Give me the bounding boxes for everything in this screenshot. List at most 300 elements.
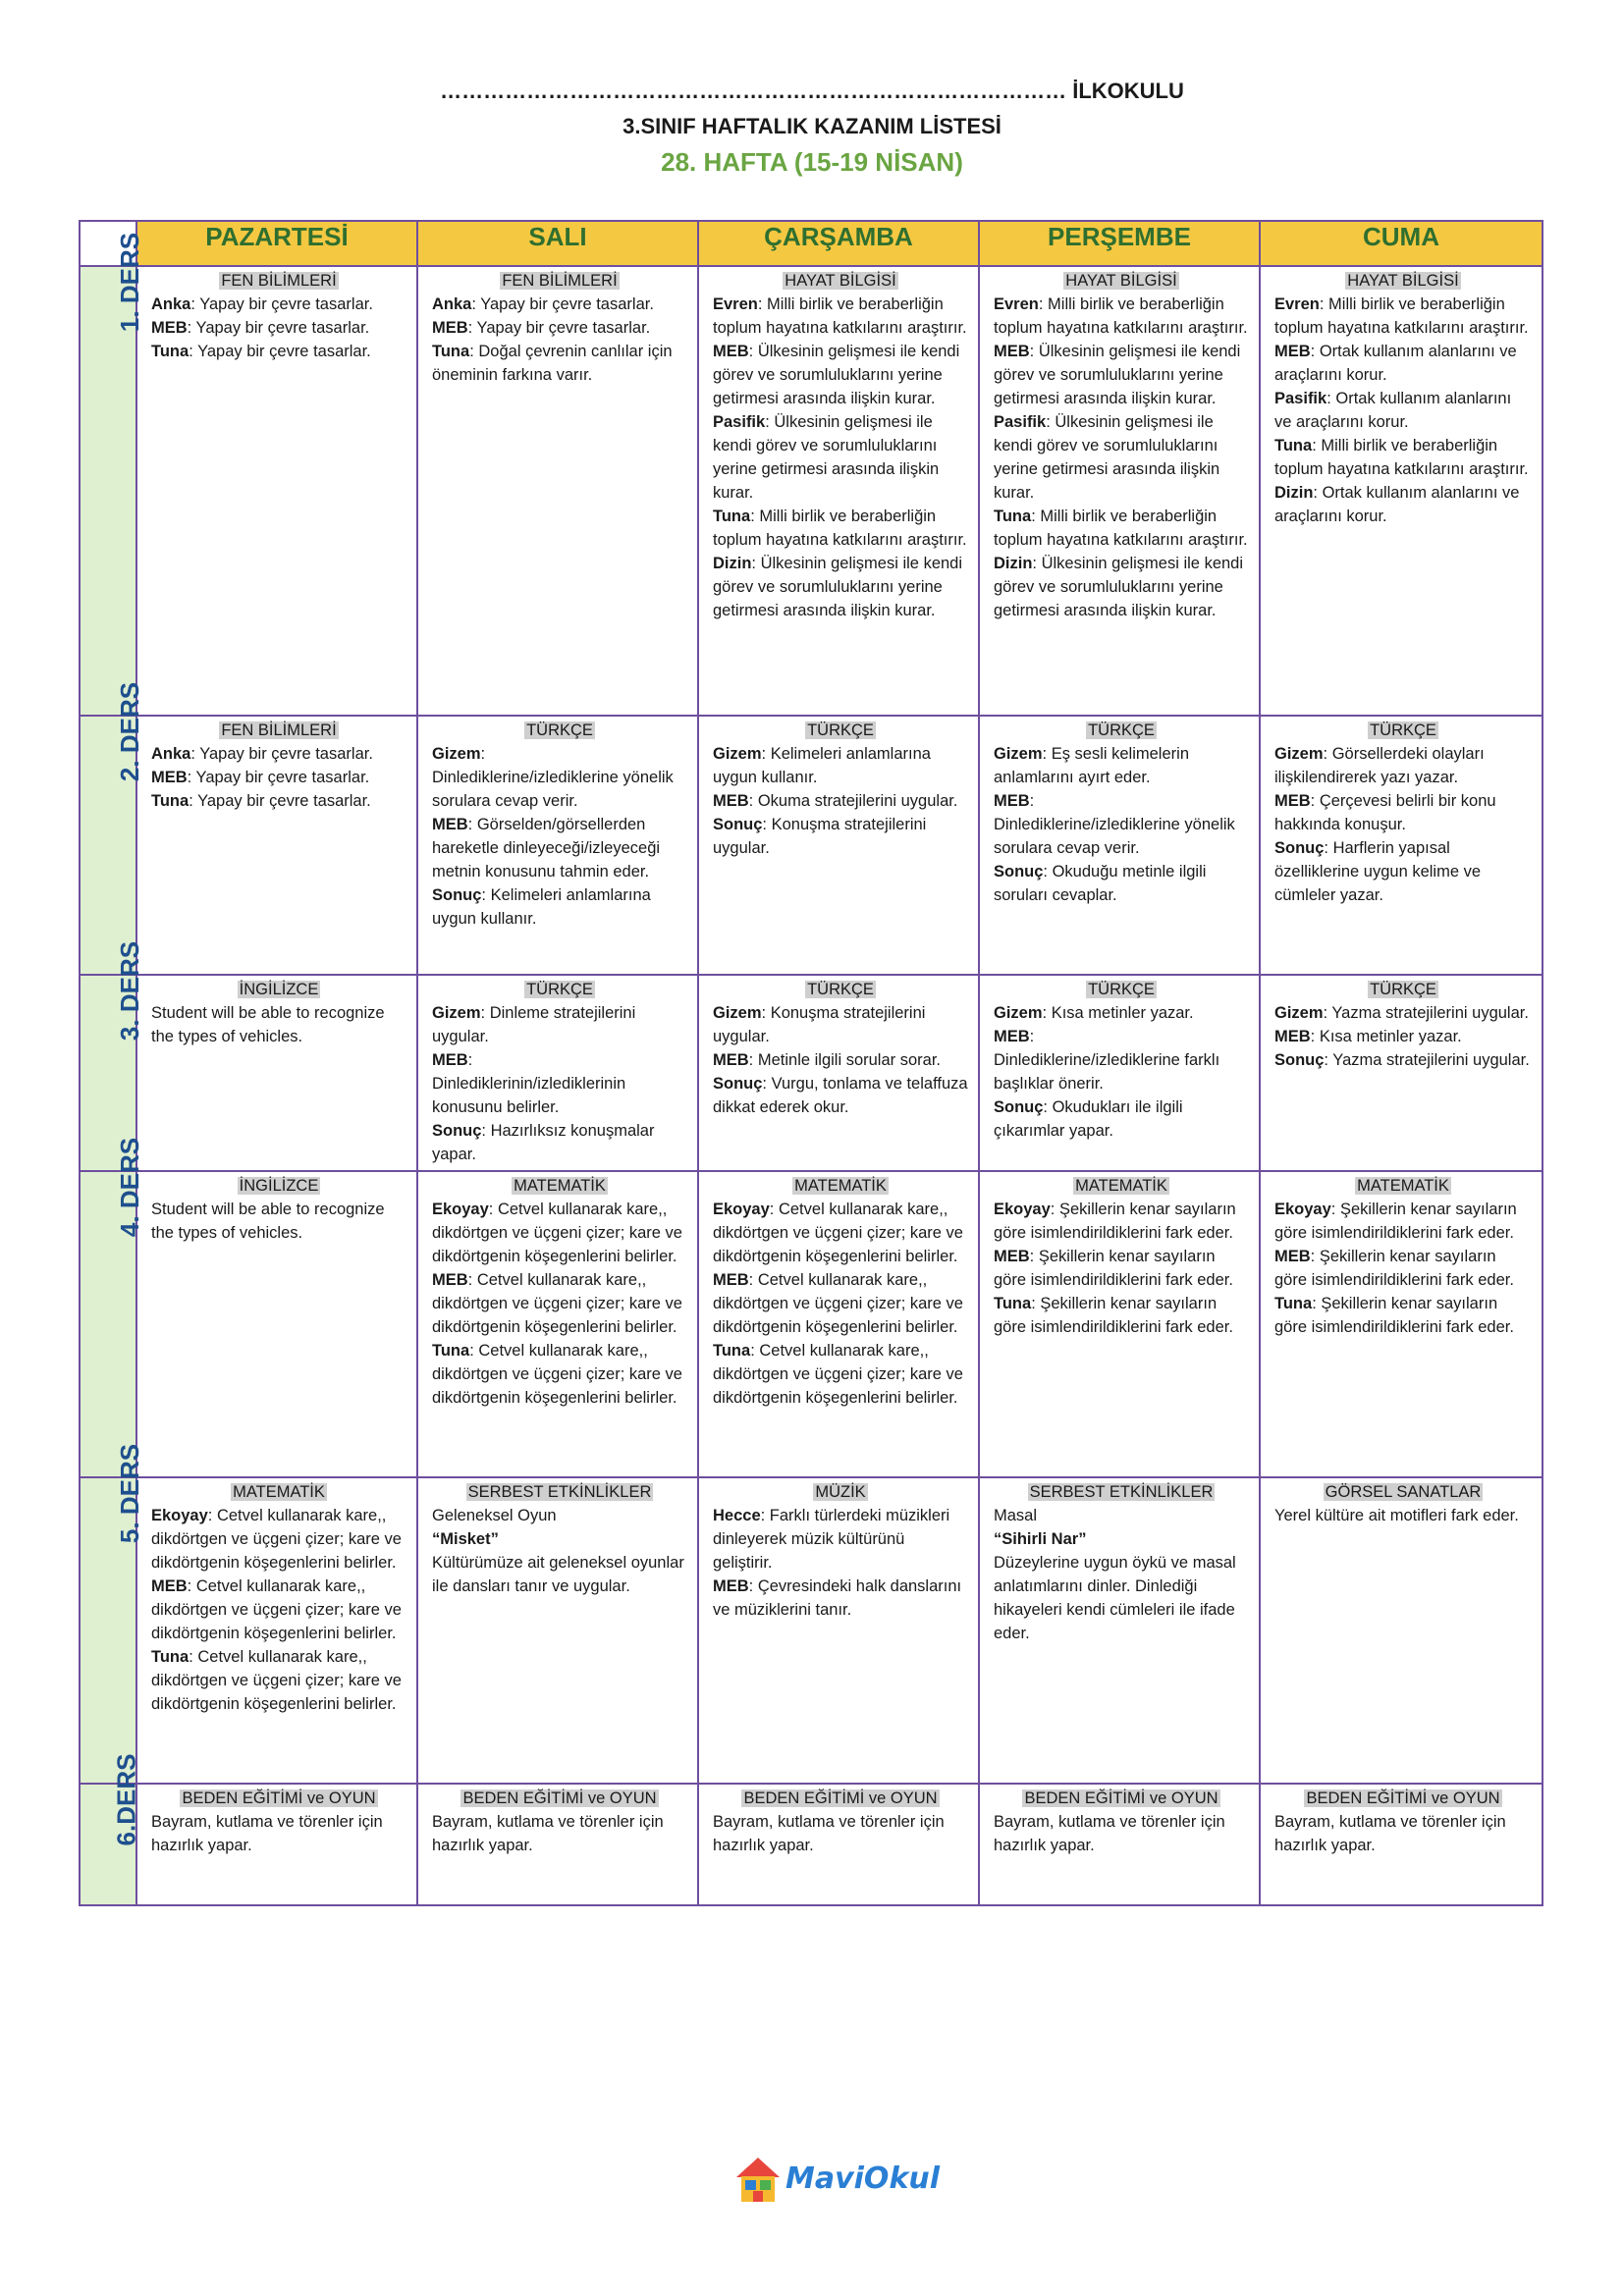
objective-text: : Cetvel kullanarak kare,, dikdörtgen ve üçgeni çizer; kare ve dikdörtgenin köşegenlerini belirler.: [151, 1577, 402, 1642]
objective-text: : Kısa metinler yazar.: [1310, 1028, 1462, 1045]
subject-heading: [1274, 1480, 1532, 1504]
source-label: MEB: [994, 343, 1030, 360]
cell-friday: [1260, 266, 1543, 716]
objective-text: : Ülkesinin gelişmesi ile kendi görev ve sorumluluklarını yerine getirmesi arasında ilişkin kurar.: [994, 555, 1244, 619]
cell-thursday: [979, 1171, 1260, 1477]
objective-text: : Cetvel kullanarak kare,, dikdörtgen ve üçgeni çizer; kare ve dikdörtgenin köşegenlerini belirler.: [713, 1271, 963, 1336]
source-label: Ekoyay: [713, 1201, 770, 1218]
cell-wednesday: [698, 1171, 979, 1477]
cell-content: [699, 1478, 978, 1626]
objective-text: Bayram, kutlama ve törenler için hazırlık yapar.: [432, 1813, 664, 1854]
objective-text: : Eş sesli kelimelerin anlamlarını ayırt eder.: [994, 745, 1189, 786]
objective-line: [994, 1527, 1249, 1551]
cell-wednesday: [698, 975, 979, 1171]
subject-label: TÜRKÇE: [526, 721, 593, 739]
subject-heading: [994, 1787, 1249, 1810]
objective-line: [994, 789, 1249, 860]
subject-label: TÜRKÇE: [526, 981, 593, 998]
objective-line: [151, 1198, 406, 1245]
page-title: 3.SINIF HAFTALIK KAZANIM LİSTESİ: [623, 114, 1001, 138]
cell-thursday: [979, 266, 1260, 716]
objective-line: [713, 1575, 968, 1622]
objective-text: : Şekillerin kenar sayıların göre isimlendirildiklerini fark eder.: [994, 1201, 1236, 1242]
objective-text: : Cetvel kullanarak kare,, dikdörtgen ve üçgeni çizer; kare ve dikdörtgenin köşegenlerini belirler.: [432, 1271, 682, 1336]
objective-text: : Dinleme stratejilerini uygular.: [432, 1004, 636, 1045]
cell-content: [1261, 1478, 1542, 1531]
objective-text: : Cetvel kullanarak kare,, dikdörtgen ve üçgeni çizer; kare ve dikdörtgenin köşegenlerini belirler.: [713, 1201, 963, 1265]
objective-text: Düzeylerine uygun öykü ve masal anlatımlarını dinler. Dinlediği hikayeleri kendi cümleleri ile ifade eder.: [994, 1554, 1236, 1642]
objective-text: Bayram, kutlama ve törenler için hazırlık yapar.: [1274, 1813, 1506, 1854]
source-label: Dizin: [713, 555, 752, 572]
objective-text: : Görsellerdeki olayları ilişkilendirerek yazı yazar.: [1274, 745, 1485, 786]
subject-label: MÜZİK: [815, 1483, 866, 1501]
subject-label: İNGİLİZCE: [239, 981, 319, 998]
subject-heading: [432, 719, 687, 742]
objective-line: [1274, 836, 1532, 907]
objective-line: [151, 1001, 406, 1048]
subject-label: TÜRKÇE: [1370, 721, 1436, 739]
objective-line: [432, 1119, 687, 1166]
objective-line: [1274, 434, 1532, 481]
source-label: Gizem: [713, 745, 762, 763]
cell-monday: [136, 1477, 417, 1784]
objective-line: [432, 1198, 687, 1268]
objective-line: [432, 813, 687, 883]
objective-text: : Ülkesinin gelişmesi ile kendi görev ve sorumluluklarını yerine getirmesi arasında ilişkin kurar.: [713, 555, 963, 619]
objective-text: : Vurgu, tonlama ve telaffuza dikkat ederek okur.: [713, 1075, 968, 1116]
subject-heading: [713, 719, 968, 742]
objective-line: [994, 1095, 1249, 1143]
source-label: Tuna: [994, 507, 1032, 525]
lesson-label: 4. DERS: [115, 1137, 145, 1238]
objective-line: [151, 340, 406, 363]
objective-text: : Yazma stratejilerini uygular.: [1323, 1004, 1529, 1022]
cell-content: [137, 267, 416, 367]
source-label: Hecce: [713, 1507, 761, 1524]
cell-content: [980, 1785, 1259, 1861]
lesson-row: [80, 266, 1543, 716]
objective-line: [151, 1504, 406, 1575]
subject-heading: [1274, 978, 1532, 1001]
cell-wednesday: [698, 1784, 979, 1905]
source-label: MEB: [713, 1271, 749, 1289]
objective-text: : Okudukları ile ilgili çıkarımlar yapar.: [994, 1098, 1183, 1140]
source-label: Gizem: [994, 1004, 1043, 1022]
subject-label: HAYAT BİLGİSİ: [1065, 272, 1177, 290]
source-label: MEB: [713, 1577, 749, 1595]
subject-heading: [713, 1787, 968, 1810]
subject-label: FEN BİLİMLERİ: [502, 272, 618, 290]
objective-text: : Kısa metinler yazar.: [1042, 1004, 1194, 1022]
cell-content: [980, 976, 1259, 1147]
objective-line: [994, 410, 1249, 505]
objective-line: [432, 293, 687, 316]
objective-text: : Yapay bir çevre tasarlar.: [190, 295, 373, 313]
objective-text: : Milli birlik ve beraberliğin toplum hayatına katkılarını araştırır.: [1274, 295, 1529, 337]
lesson-row: [80, 975, 1543, 1171]
cell-tuesday: [417, 716, 698, 975]
objective-line: [432, 1551, 687, 1598]
objective-text: : Konuşma stratejilerini uygular.: [713, 816, 927, 857]
lesson-label: 2. DERS: [115, 681, 145, 782]
source-label: MEB: [713, 343, 749, 360]
source-label: Sonuç: [994, 863, 1044, 881]
cell-content: [1261, 717, 1542, 911]
source-label: Dizin: [1274, 484, 1314, 502]
source-label: Sonuç: [432, 1122, 482, 1140]
objective-text: Student will be able to recognize the types of vehicles.: [151, 1201, 385, 1242]
objective-text: : Ülkesinin gelişmesi ile kendi görev ve sorumluluklarını yerine getirmesi arasında ilişkin kurar.: [713, 343, 960, 407]
objective-text: : Dinlediklerine/izlediklerine yönelik sorulara cevap verir.: [994, 792, 1235, 857]
subject-heading: [713, 978, 968, 1001]
objective-line: [994, 505, 1249, 552]
objective-line: [432, 316, 687, 340]
objective-text: Student will be able to recognize the types of vehicles.: [151, 1004, 385, 1045]
objective-text: : Şekillerin kenar sayıların göre isimlendirildiklerini fark eder.: [1274, 1248, 1514, 1289]
cell-monday: [136, 975, 417, 1171]
source-label: Anka: [151, 295, 191, 313]
lesson-row: [80, 716, 1543, 975]
objective-text: : Dinlediklerinin/izlediklerinin konusunu belirler.: [432, 1051, 626, 1116]
source-label: Evren: [994, 295, 1039, 313]
subject-heading: [151, 269, 406, 293]
cell-content: [1261, 976, 1542, 1076]
objective-line: [713, 813, 968, 860]
objective-line: [432, 742, 687, 813]
maviokul-logo: [734, 2156, 941, 2207]
source-label: Pasifik: [994, 413, 1047, 431]
source-label: Pasifik: [713, 413, 766, 431]
cell-friday: [1260, 1477, 1543, 1784]
objective-line: [1274, 1048, 1532, 1072]
source-label: MEB: [432, 1271, 468, 1289]
cell-friday: [1260, 975, 1543, 1171]
objective-line: [713, 1001, 968, 1048]
weekly-plan-table: [79, 220, 1543, 1906]
cell-tuesday: [417, 1784, 698, 1905]
lesson-label: 3. DERS: [115, 940, 145, 1041]
cell-friday: [1260, 716, 1543, 975]
source-label: Gizem: [1274, 745, 1324, 763]
objective-line: [713, 1048, 968, 1072]
cell-monday: [136, 1171, 417, 1477]
cell-content: [137, 1785, 416, 1861]
objective-line: [994, 1504, 1249, 1527]
objective-text: Bayram, kutlama ve törenler için hazırlık yapar.: [713, 1813, 945, 1854]
objective-line: [1274, 1001, 1532, 1025]
objective-text: : Yapay bir çevre tasarlar.: [471, 295, 654, 313]
objective-text: : Ülkesinin gelişmesi ile kendi görev ve sorumluluklarını yerine getirmesi arasında ilişkin kurar.: [994, 413, 1220, 502]
source-label: Tuna: [151, 343, 189, 360]
cell-content: [137, 1172, 416, 1249]
source-label: Sonuç: [994, 1098, 1044, 1116]
objective-line: [994, 340, 1249, 410]
subject-label: BEDEN EĞİTİMİ ve OYUN: [462, 1789, 657, 1807]
lesson-label: 5. DERS: [115, 1443, 145, 1544]
source-label: Anka: [151, 745, 191, 763]
subject-heading: [151, 1174, 406, 1198]
objective-text: : Kelimeleri anlamlarına uygun kullanır.: [432, 886, 651, 928]
source-label: Sonuç: [1274, 1051, 1325, 1069]
objective-line: [713, 552, 968, 622]
objective-line: [1274, 742, 1532, 789]
objective-text: Bayram, kutlama ve törenler için hazırlık yapar.: [151, 1813, 383, 1854]
subject-label: TÜRKÇE: [807, 721, 874, 739]
cell-thursday: [979, 975, 1260, 1171]
week-title: 28. HAFTA (15-19 NİSAN): [661, 147, 963, 177]
objective-line: [994, 1245, 1249, 1292]
subject-heading: [713, 1174, 968, 1198]
cell-content: [137, 976, 416, 1052]
objective-text: : Şekillerin kenar sayıların göre isimlendirildiklerini fark eder.: [994, 1295, 1233, 1336]
objective-line: [1274, 1198, 1532, 1245]
lesson-row: [80, 1784, 1543, 1905]
subject-label: SERBEST ETKİNLİKLER: [467, 1483, 652, 1501]
source-label: MEB: [994, 1028, 1030, 1045]
objective-line: [994, 1001, 1249, 1025]
source-label: MEB: [1274, 1248, 1311, 1265]
source-label: Ekoyay: [1274, 1201, 1331, 1218]
subject-label: MATEMATİK: [794, 1177, 887, 1195]
objective-line: [432, 1527, 687, 1551]
cell-tuesday: [417, 266, 698, 716]
lesson-label-cell: [80, 1443, 145, 1784]
subject-heading: [432, 1787, 687, 1810]
lesson-row: [80, 1477, 1543, 1784]
objective-line: [151, 789, 406, 813]
cell-content: [418, 717, 697, 934]
objective-text: : Cetvel kullanarak kare,, dikdörtgen ve üçgeni çizer; kare ve dikdörtgenin köşegenlerini belirler.: [151, 1507, 402, 1572]
lesson-label: 1. DERS: [115, 232, 145, 333]
objective-line: [994, 1292, 1249, 1339]
source-label: Ekoyay: [994, 1201, 1051, 1218]
school-name: …………………………………………………………………………… İLKOKULU: [440, 79, 1184, 103]
day-header-tuesday: SALI: [417, 221, 698, 266]
objective-line: [713, 1810, 968, 1857]
cell-thursday: [979, 1784, 1260, 1905]
objective-text: : Metinle ilgili sorular sorar.: [748, 1051, 941, 1069]
objective-line: [713, 410, 968, 505]
source-label: MEB: [713, 1051, 749, 1069]
subject-heading: [1274, 1174, 1532, 1198]
objective-line: [151, 1575, 406, 1645]
source-label: Tuna: [151, 792, 189, 810]
source-label: Anka: [432, 295, 472, 313]
subject-label: İNGİLİZCE: [239, 1177, 319, 1195]
objective-text: : Cetvel kullanarak kare,, dikdörtgen ve üçgeni çizer; kare ve dikdörtgenin köşegenlerini belirler.: [151, 1648, 402, 1713]
subject-label: MATEMATİK: [514, 1177, 606, 1195]
lesson-row: [80, 1171, 1543, 1477]
objective-text: : Çevresindeki halk danslarını ve müziklerini tanır.: [713, 1577, 962, 1619]
objective-line: [432, 1504, 687, 1527]
subject-heading: [1274, 1787, 1532, 1810]
objective-text: : Yapay bir çevre tasarlar.: [187, 319, 370, 337]
subject-heading: [994, 269, 1249, 293]
subject-heading: [432, 1480, 687, 1504]
source-label: Gizem: [713, 1004, 762, 1022]
objective-text: : Doğal çevrenin canlılar için öneminin farkına varır.: [432, 343, 673, 384]
objective-text: : Harflerin yapısal özelliklerine uygun kelime ve cümleler yazar.: [1274, 839, 1482, 904]
source-label: MEB: [1274, 343, 1311, 360]
day-header-monday: PAZARTESİ: [136, 221, 417, 266]
cell-content: [1261, 267, 1542, 532]
day-header-row: [80, 221, 1543, 266]
cell-content: [137, 1478, 416, 1720]
objective-text: : Ortak kullanım alanlarını ve araçlarını korur.: [1274, 484, 1520, 525]
cell-content: [980, 1172, 1259, 1343]
source-label: Sonuç: [1274, 839, 1325, 857]
objective-line: [1274, 1025, 1532, 1048]
subject-label: MATEMATİK: [1075, 1177, 1167, 1195]
objective-text: : Farklı türlerdeki müzikleri dinleyerek müzik kültürünü geliştirir.: [713, 1507, 950, 1572]
objective-line: [432, 1810, 687, 1857]
cell-content: [137, 717, 416, 817]
source-label: Gizem: [1274, 1004, 1324, 1022]
source-label: Tuna: [432, 343, 470, 360]
cell-content: [418, 1478, 697, 1602]
objective-line: [994, 1025, 1249, 1095]
cell-content: [418, 976, 697, 1170]
cell-friday: [1260, 1171, 1543, 1477]
source-label: Pasifik: [1274, 390, 1327, 407]
lesson-label-cell: [80, 1753, 141, 1905]
subject-label: HAYAT BİLGİSİ: [1347, 272, 1459, 290]
source-label: Evren: [1274, 295, 1320, 313]
objective-text: : Okuma stratejilerini uygular.: [748, 792, 958, 810]
cell-monday: [136, 266, 417, 716]
source-label: Tuna: [713, 507, 751, 525]
objective-text: : Yapay bir çevre tasarlar.: [187, 769, 370, 786]
objective-line: [1274, 387, 1532, 434]
objective-line: [432, 1268, 687, 1339]
cell-thursday: [979, 1477, 1260, 1784]
objective-text: : Okuduğu metinle ilgili soruları cevaplar.: [994, 863, 1207, 904]
cell-tuesday: [417, 1477, 698, 1784]
objective-text: : Ortak kullanım alanlarını ve araçlarını korur.: [1274, 390, 1512, 431]
objective-line: [1274, 293, 1532, 340]
subject-label: BEDEN EĞİTİMİ ve OYUN: [1306, 1789, 1500, 1807]
cell-tuesday: [417, 975, 698, 1171]
objective-line: [151, 316, 406, 340]
cell-tuesday: [417, 1171, 698, 1477]
subject-heading: [151, 1480, 406, 1504]
cell-content: [699, 717, 978, 864]
objective-text: : Ülkesinin gelişmesi ile kendi görev ve sorumluluklarını yerine getirmesi arasında ilişkin kurar.: [713, 413, 940, 502]
cell-content: [699, 1172, 978, 1414]
objective-line: [1274, 789, 1532, 836]
cell-content: [699, 267, 978, 626]
objective-text: Masal: [994, 1507, 1038, 1524]
cell-friday: [1260, 1784, 1543, 1905]
subject-label: BEDEN EĞİTİMİ ve OYUN: [1024, 1789, 1218, 1807]
source-label: Gizem: [432, 745, 481, 763]
objective-line: [432, 1048, 687, 1119]
source-label: Ekoyay: [151, 1507, 208, 1524]
objective-text: : Ortak kullanım alanlarını ve araçlarını korur.: [1274, 343, 1517, 384]
objective-text: : Yazma stratejilerini uygular.: [1324, 1051, 1530, 1069]
objective-line: [713, 1504, 968, 1575]
subject-label: TÜRKÇE: [1370, 981, 1436, 998]
subject-heading: [994, 1174, 1249, 1198]
objective-line: [1274, 1292, 1532, 1339]
objective-text: Yerel kültüre ait motifleri fark eder.: [1274, 1507, 1519, 1524]
objective-line: [713, 293, 968, 340]
objective-line: [432, 1339, 687, 1410]
source-label: Sonuç: [432, 886, 482, 904]
source-label: MEB: [994, 792, 1030, 810]
subject-label: HAYAT BİLGİSİ: [785, 272, 896, 290]
objective-text: : Milli birlik ve beraberliğin toplum hayatına katkılarını araştırır.: [994, 507, 1248, 549]
cell-content: [980, 267, 1259, 626]
objective-line: [1274, 481, 1532, 528]
objective-line: [1274, 1810, 1532, 1857]
lesson-label-cell: [80, 1137, 145, 1477]
objective-line: [713, 1339, 968, 1410]
cell-monday: [136, 1784, 417, 1905]
source-label: Sonuç: [713, 816, 763, 833]
objective-line: [994, 860, 1249, 907]
cell-wednesday: [698, 266, 979, 716]
objective-line: [713, 1072, 968, 1119]
objective-text: : Yapay bir çevre tasarlar.: [189, 792, 371, 810]
source-label: MEB: [713, 792, 749, 810]
objective-line: [994, 293, 1249, 340]
source-label: Gizem: [994, 745, 1043, 763]
subject-heading: [151, 978, 406, 1001]
source-label: MEB: [432, 1051, 468, 1069]
objective-text: : Milli birlik ve beraberliğin toplum hayatına katkılarını araştırır.: [1274, 437, 1529, 478]
objective-line: [713, 340, 968, 410]
objective-line: [994, 552, 1249, 622]
day-header-friday: CUMA: [1260, 221, 1543, 266]
source-label: Tuna: [1274, 437, 1313, 454]
cell-monday: [136, 716, 417, 975]
subject-heading: [713, 269, 968, 293]
cell-content: [418, 267, 697, 391]
lesson-label-cell: [80, 681, 145, 975]
objective-text: : Şekillerin kenar sayıların göre isimlendirildiklerini fark eder.: [994, 1248, 1233, 1289]
source-label: “Misket”: [432, 1530, 499, 1548]
objective-text: : Yapay bir çevre tasarlar.: [467, 319, 651, 337]
objective-text: : Milli birlik ve beraberliğin toplum hayatına katkılarını araştırır.: [713, 295, 967, 337]
objective-line: [713, 742, 968, 789]
subject-label: TÜRKÇE: [1088, 981, 1155, 998]
source-label: “Sihirli Nar”: [994, 1530, 1087, 1548]
objective-text: : Şekillerin kenar sayıların göre isimlendirildiklerini fark eder.: [1274, 1201, 1517, 1242]
cell-content: [418, 1785, 697, 1861]
objective-line: [994, 1198, 1249, 1245]
subject-heading: [994, 1480, 1249, 1504]
objective-line: [994, 1551, 1249, 1645]
source-label: Tuna: [432, 1342, 470, 1360]
house-icon: [734, 2156, 782, 2205]
source-label: MEB: [1274, 792, 1311, 810]
subject-label: MATEMATİK: [233, 1483, 325, 1501]
objective-line: [713, 1268, 968, 1339]
objective-text: : Yapay bir çevre tasarlar.: [190, 745, 373, 763]
cell-content: [699, 976, 978, 1123]
source-label: MEB: [432, 319, 468, 337]
objective-text: : Hazırlıksız konuşmalar yapar.: [432, 1122, 655, 1163]
source-label: Sonuç: [713, 1075, 763, 1093]
objective-text: : Çerçevesi belirli bir konu hakkında konuşur.: [1274, 792, 1496, 833]
subject-heading: [994, 978, 1249, 1001]
day-header-wednesday: ÇARŞAMBA: [698, 221, 979, 266]
subject-heading: [994, 719, 1249, 742]
subject-heading: [151, 719, 406, 742]
subject-heading: [432, 269, 687, 293]
subject-heading: [151, 1787, 406, 1810]
